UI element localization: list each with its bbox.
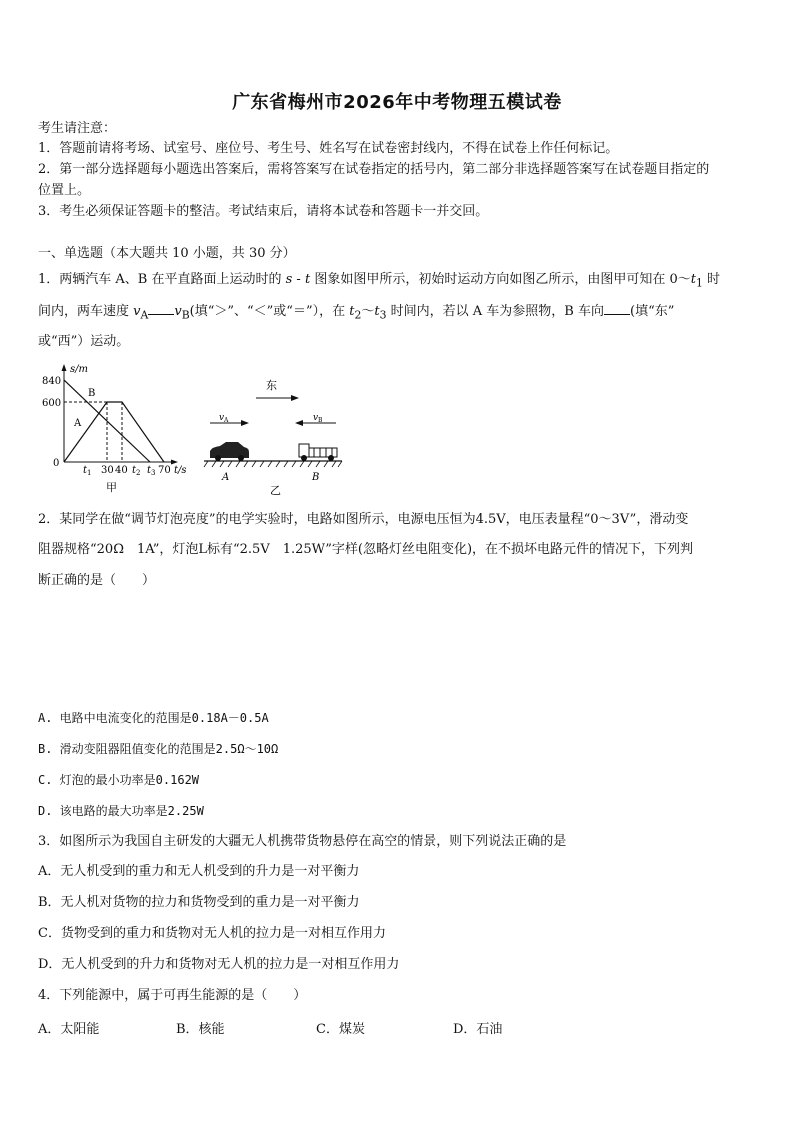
yi-vA-sub: A [224, 417, 229, 424]
jia-axis-s: s/m [70, 364, 88, 375]
q1-line-2 [38, 302, 674, 325]
q1-t2-sub: 2 [354, 308, 362, 322]
q4-option-b[interactable]: B．核能 [176, 1022, 225, 1037]
q3-option-c[interactable]: C．货物受到的重力和货物对无人机的拉力是一对相互作用力 [38, 926, 386, 941]
q4-option-c[interactable]: C．煤炭 [316, 1022, 365, 1037]
figure-jia-st-graph [34, 360, 202, 498]
q1-text-d: 间内，两车速度 [38, 304, 134, 319]
q2-option-c[interactable]: C. 灯泡的最小功率是0.162W [38, 773, 200, 787]
q3-option-b[interactable]: B．无人机对货物的拉力和货物受到的重力是一对平衡力 [38, 895, 360, 910]
q1-vB: v [174, 304, 182, 319]
q1-vA-sub: A [140, 308, 149, 322]
yi-east-label: 东 [266, 379, 277, 392]
q3-option-a[interactable]: A．无人机受到的重力和无人机受到的升力是一对平衡力 [38, 864, 360, 879]
jia-x-30: 30 [101, 465, 114, 476]
q1-blank-1[interactable] [148, 302, 174, 315]
q1-blank-2[interactable] [604, 302, 630, 315]
jia-line-A [64, 402, 164, 462]
jia-caption: 甲 [106, 481, 117, 494]
jia-y-600: 600 [42, 398, 62, 409]
jia-x-t3-sub: 3 [151, 469, 156, 477]
car-a-icon [210, 442, 249, 461]
yi-vA: v [219, 413, 225, 423]
q1-t: t [304, 272, 311, 287]
q4-option-a[interactable]: A．太阳能 [38, 1022, 100, 1037]
jia-x-t3: t [147, 465, 152, 476]
q1-line-3: 或“西”）运动。 [38, 334, 130, 349]
q2-line-3: 断正确的是（ ） [38, 573, 156, 588]
q4-stem: 4．下列能源中，属于可再生能源的是（ ） [38, 988, 307, 1003]
q1-vB-sub: B [181, 308, 190, 322]
yi-ground-hatch [204, 461, 342, 467]
jia-x-t1: t [83, 465, 88, 476]
section-heading: 一、单选题（本大题共 10 小题，共 30 分） [38, 246, 296, 261]
notice-item-3: 3．考生必须保证答题卡的整洁。考试结束后，请将本试卷和答题卡一并交回。 [38, 204, 489, 219]
q1-t3-sub: 3 [379, 308, 387, 322]
car-b-icon [299, 444, 337, 461]
q1-text-e: (填“＞”、“＜”或“＝”），在 [189, 304, 350, 319]
notice-heading: 考生请注意： [38, 121, 117, 136]
q1-vA: v [133, 304, 141, 319]
q2-line-1: 2．某同学在做“调节灯泡亮度”的电学实验时，电路如图所示，电源电压恒为4.5V，电压表量程“0～3V”，滑动变 [38, 512, 689, 527]
figure-yi-cars [200, 376, 350, 498]
q1-t3: t [374, 304, 380, 319]
q1-text-a: 1．两辆汽车 A、B 在平直路面上运动时的 [38, 272, 286, 287]
jia-x-t1-sub: 1 [87, 469, 92, 477]
q1-text-c: 时 [702, 272, 721, 287]
q1-text-f: 时间内，若以 A 车为参照物，B 车向 [386, 304, 604, 319]
q1-text-g: (填“东” [630, 304, 675, 319]
notice-item-2-cont: 位置上。 [38, 183, 91, 198]
notice-item-2: 2．第一部分选择题每小题选出答案后，需将答案写在试卷指定的括号内，第二部分非选择题答案写在试卷题目指定的 [38, 162, 710, 177]
q1-t2: t [349, 304, 355, 319]
q1-tilde: ～ [361, 304, 375, 319]
notice-item-1: 1．答题前请将考场、试室号、座位号、考生号、姓名写在试卷密封线内，不得在试卷上作任何标记。 [38, 141, 619, 156]
yi-caption: 乙 [270, 484, 281, 497]
jia-x-t2-sub: 2 [136, 469, 141, 477]
yi-label-A: A [222, 472, 230, 483]
jia-label-A: A [74, 418, 82, 429]
q4-option-d[interactable]: D．石油 [453, 1022, 503, 1037]
q1-text-b: 图象如图甲所示，初始时运动方向如图乙所示，由图甲可知在 0～ [310, 272, 691, 287]
jia-x-40: 40 [115, 465, 128, 476]
jia-label-B: B [88, 388, 96, 399]
q2-option-d[interactable]: D. 该电路的最大功率是2.25W [38, 804, 204, 818]
q1-line-1 [38, 271, 720, 293]
yi-label-B: B [312, 472, 320, 483]
jia-x-70: 70 [158, 465, 171, 476]
q1-t1-sub: 1 [695, 276, 703, 290]
jia-x-t2: t [132, 465, 137, 476]
jia-axis-t: t/s [174, 465, 187, 476]
yi-vB: v [313, 413, 319, 423]
q1-s: s [285, 272, 293, 287]
q2-option-b[interactable]: B. 滑动变阻器阻值变化的范围是2.5Ω～10Ω [38, 742, 279, 756]
q3-stem: 3．如图所示为我国自主研发的大疆无人机携带货物悬停在高空的情景，则下列说法正确的是 [38, 834, 567, 849]
q2-line-2: 阻器规格“20Ω 1A”，灯泡L标有“2.5V 1.25W”字样(忽略灯丝电阻变化)，在不损坏电路元件的情况下，下列判 [38, 542, 694, 557]
q1-dash: - [292, 272, 305, 287]
jia-y-840: 840 [42, 376, 62, 387]
q3-option-d[interactable]: D．无人机受到的升力和货物对无人机的拉力是一对相互作用力 [38, 957, 400, 972]
q2-option-a[interactable]: A. 电路中电流变化的范围是0.18A－0.5A [38, 711, 269, 725]
yi-vB-sub: B [318, 417, 323, 424]
jia-y-0: 0 [53, 458, 60, 469]
q1-t1: t [690, 272, 696, 287]
page-title: 广东省梅州市2026年中考物理五模试卷 [232, 92, 562, 113]
